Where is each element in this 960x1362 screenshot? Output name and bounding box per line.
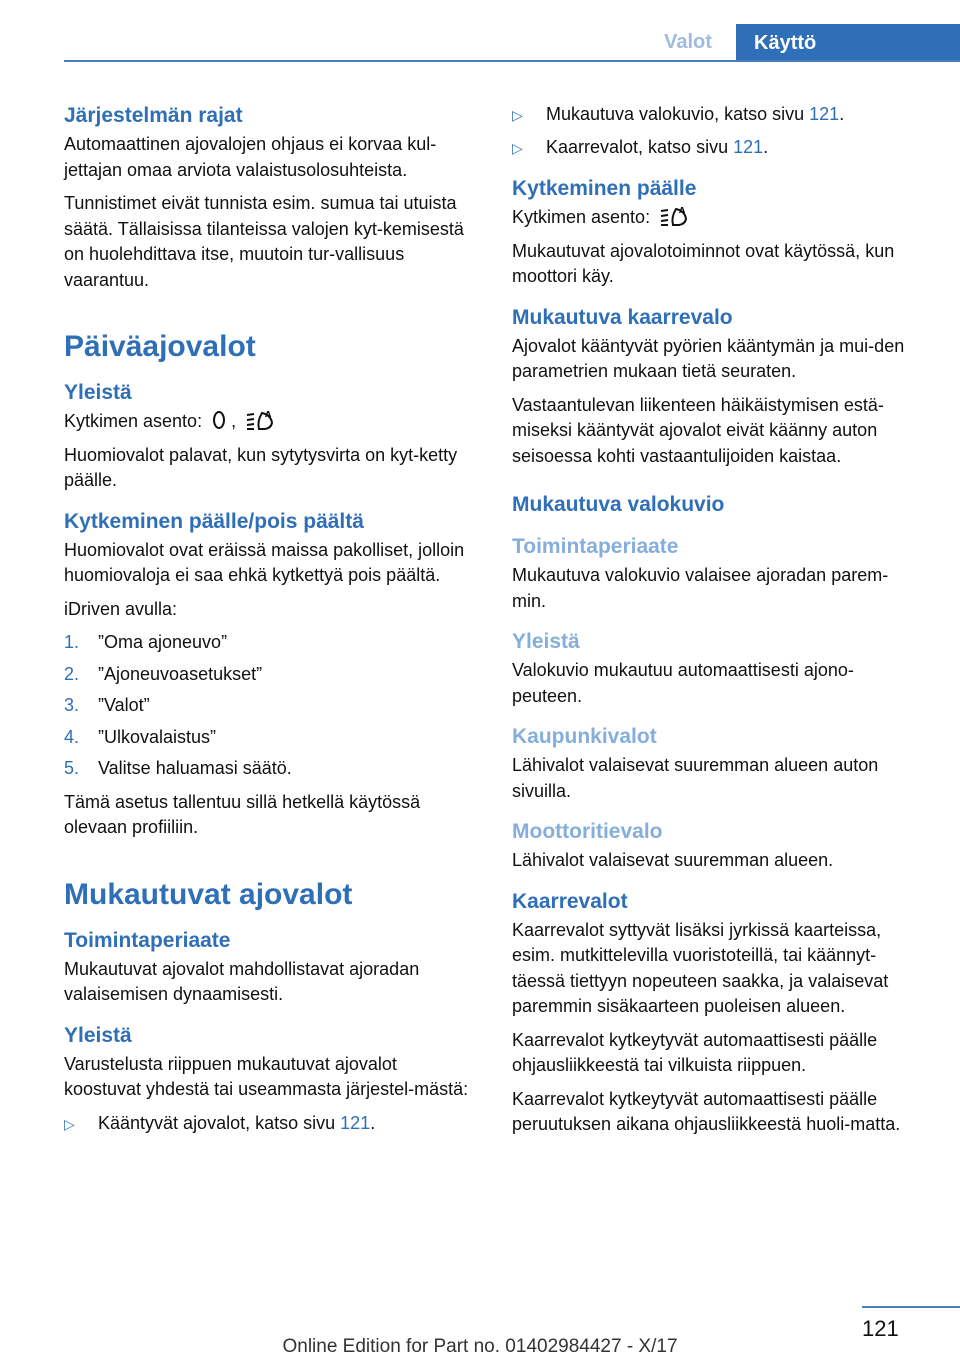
switch-position-line [64, 409, 474, 435]
heading-mukautuva-valokuvio: Mukautuva valokuvio [512, 493, 725, 516]
step-text: ”Ulkovalaistus” [98, 726, 217, 747]
header-rule [64, 60, 960, 62]
step-text: ”Ajoneuvoasetukset” [98, 663, 263, 684]
svg-text:A: A [679, 206, 686, 215]
paragraph: Automaattinen ajovalojen ohjaus ei korvaa kul-jettajan omaa arviota valaistusolosuhteista. [64, 134, 437, 180]
switch-separator: , [231, 411, 237, 431]
step-number: 2. [64, 663, 80, 684]
paragraph: Mukautuvat ajovalot mahdollistavat ajoradan valaisemisen dynaamisesti. [64, 958, 420, 1004]
paragraph: Mukautuva valokuvio valaisee ajoradan parem-min. [512, 565, 889, 611]
step-number: 1. [64, 632, 80, 652]
edition-footer: Online Edition for Part no. 01402984427 - X/17 [282, 1336, 678, 1357]
paragraph: Huomiovalot ovat eräissä maissa pakolliset, jolloin huomiovaloja ei saa ehkä kytkettyä pois päältä. [64, 539, 465, 585]
page-number: 121 [862, 1316, 899, 1341]
heading-paivaajovalot: Päiväajovalot [64, 330, 256, 363]
systems-list-continued [512, 102, 922, 161]
heading-yleista: Yleistä [512, 630, 580, 653]
paragraph: Tunnistimet eivät tunnista esim. sumua tai utuista säätä. Tällaisissa tilanteissa valojen kyt-kemisestä on huolehdittava itse, muutoin tur-vallisuus vaarantuu. [64, 193, 464, 290]
paragraph: Lähivalot valaisevat suuremman alueen. [512, 850, 834, 870]
triangle-bullet-icon: ▷ [512, 107, 523, 123]
paragraph: Vastaantulevan liikenteen häikäistymisen estä-miseksi kääntyvät ajovalot eivät käänny auton seisoessa kohti vastaantulijoiden kaistaa. [512, 394, 884, 466]
paragraph: Kaarrevalot kytkeytyvät automaattisesti päälle peruutuksen aikana ohjausliikkeestä huoli-matta. [512, 1088, 901, 1134]
paragraph: Kaarrevalot syttyvät lisäksi jyrkissä kaarteissa, esim. mutkittelevilla vuoristoteillä, tai käännyt-täessä tiettyyn nopeuteen saakka, ja valaisevat paremmin sisäkaarteen puoleisen alueen. [512, 919, 889, 1016]
list-item [64, 756, 474, 782]
heading-kytkeminen-paalle-pois: Kytkeminen päälle/pois päältä [64, 509, 364, 533]
heading-yleista: Yleistä [64, 381, 132, 404]
heading-toimintaperiaate: Toimintaperiaate [512, 535, 679, 558]
bullet-text: Kääntyvät ajovalot, katso sivu [98, 1112, 336, 1133]
switch-position-line [512, 205, 922, 231]
section-tab-kaytto[interactable]: Käyttö [736, 24, 960, 62]
heading-kytkeminen-paalle: Kytkeminen päälle [512, 177, 697, 200]
step-text: ”Valot” [98, 695, 150, 715]
list-item [64, 693, 474, 719]
heading-jarjestelman-rajat: Järjestelmän rajat [64, 104, 243, 127]
heading-mukautuvat-ajovalot: Mukautuvat ajovalot [64, 877, 353, 911]
heading-moottoritievalo: Moottoritievalo [512, 820, 663, 843]
page-link[interactable]: 121 [340, 1112, 371, 1133]
switch-position-label: Kytkimen asento: [64, 411, 203, 431]
list-item: ▷ Mukautuva valokuvio, katso sivu 121. [512, 102, 922, 129]
step-text: ”Oma ajoneuvo” [98, 632, 228, 652]
paragraph: Varustelusta riippuen mukautuvat ajovalot koostuvat yhdestä tai useammasta järjestel-mästä: [64, 1053, 469, 1099]
heading-toimintaperiaate: Toimintaperiaate [64, 928, 231, 952]
triangle-bullet-icon: ▷ [512, 139, 523, 156]
paragraph: iDriven avulla: [64, 598, 178, 619]
list-item [64, 725, 474, 751]
light-switch-zero-icon [211, 409, 227, 431]
footer-rule [862, 1306, 960, 1308]
auto-headlight-icon [245, 409, 279, 431]
page-link[interactable]: 121 [733, 136, 764, 157]
list-item: ▷ Kääntyvät ajovalot, katso sivu 121. [64, 1111, 474, 1138]
heading-yleista: Yleistä [64, 1023, 132, 1047]
page-link[interactable]: 121 [809, 104, 840, 124]
paragraph: Mukautuvat ajovalotoiminnot ovat käytössä, kun moottori käy. [512, 240, 895, 286]
heading-mukautuva-kaarrevalo: Mukautuva kaarrevalo [512, 305, 733, 329]
bullet-text: Mukautuva valokuvio, katso sivu [546, 104, 805, 124]
step-number: 4. [64, 726, 80, 747]
triangle-bullet-icon: ▷ [64, 1115, 75, 1132]
switch-position-label: Kytkimen asento: [512, 207, 651, 227]
paragraph: Kaarrevalot kytkeytyvät automaattisesti päälle ohjausliikkeestä tai vilkuista riippuen. [512, 1029, 878, 1075]
paragraph: Valokuvio mukautuu automaattisesti ajono-peuteen. [512, 660, 854, 706]
svg-text:A: A [265, 410, 272, 419]
section-tab-valot[interactable]: Valot [640, 24, 736, 60]
bullet-text: Kaarrevalot, katso sivu [546, 136, 729, 157]
auto-headlight-icon [659, 205, 693, 227]
step-number: 3. [64, 695, 80, 715]
list-item [64, 630, 474, 656]
paragraph: Huomiovalot palavat, kun sytytysvirta on kyt-ketty päälle. [64, 444, 458, 490]
right-column [512, 102, 922, 1146]
step-number: 5. [64, 758, 80, 778]
step-text: Valitse haluamasi säätö. [98, 758, 292, 778]
paragraph: Tämä asetus tallentuu sillä hetkellä käytössä olevaan profiiliin. [64, 791, 421, 837]
list-item [64, 662, 474, 688]
idrive-steps-list [64, 630, 474, 782]
page-header [0, 0, 960, 66]
paragraph: Ajovalot kääntyvät pyörien kääntymän ja mui-den parametrien mukaan tietä seuraten. [512, 335, 905, 381]
heading-kaupunkivalot: Kaupunkivalot [512, 725, 657, 748]
list-item: ▷ Kaarrevalot, katso sivu 121. [512, 135, 922, 162]
systems-list [64, 1111, 474, 1138]
left-column [64, 102, 474, 1145]
heading-kaarrevalot: Kaarrevalot [512, 889, 628, 913]
paragraph: Lähivalot valaisevat suuremman alueen auton sivuilla. [512, 755, 879, 801]
